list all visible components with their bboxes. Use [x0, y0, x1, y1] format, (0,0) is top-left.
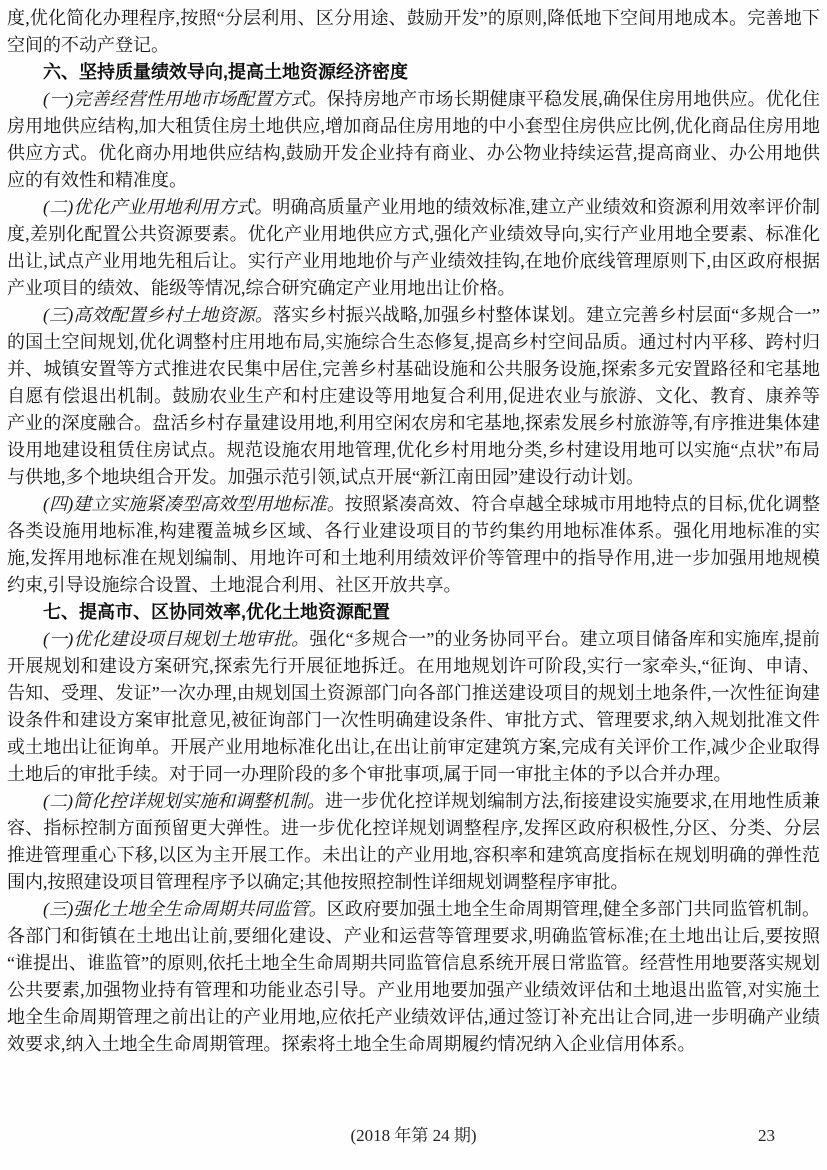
- paragraph-6-3: [7, 302, 820, 491]
- paragraph-6-2: [7, 194, 820, 302]
- paragraph-continuation: 度,优化简化办理程序,按照“分层利用、区分用途、鼓励开发”的原则,降低地下空间用地成本。完善地下空间的不动产登记。: [7, 8, 820, 55]
- journal-issue: (2018 年第 24 期): [350, 1126, 477, 1145]
- paragraph-lead: (二)优化产业用地利用方式。: [43, 197, 273, 217]
- paragraph-lead: (一)优化建设项目规划土地审批。: [43, 629, 310, 649]
- paragraph-lead: (一)完善经营性用地市场配置方式。: [43, 89, 327, 109]
- paragraph-body: 明确高质量产业用地的绩效标准,建立产业绩效和资源利用效率评价制度,差别化配置公共资源要素。优化产业用地供应方式,强化产业绩效导向,实行产业用地全要素、标准化出让,试点产业用地先租后让。实行产业用地地价与产业绩效挂钩,在地价底线管理原则下,由区政府根据产业项目的绩效、能级等情况,综合研究确定产业用地出让价格。: [7, 197, 820, 298]
- paragraph-lead: (三)高效配置乡村土地资源。: [43, 305, 274, 325]
- paragraph-7-2: [7, 788, 820, 896]
- paragraph-body: 落实乡村振兴战略,加强乡村整体谋划。建立完善乡村层面“多规合一”的国土空间规划,优化调整村庄用地布局,实施综合生态修复,提高乡村空间品质。通过村内平移、跨村归并、城镇安置等方式推进农民集中居住,完善乡村基础设施和公共服务设施,探索多元安置路径和宅基地自愿有偿退出机制。鼓励农业生产和村庄建设等用地复合利用,促进农业与旅游、文化、教育、康养等产业的深度融合。盘活乡村存量建设用地,利用空闲农房和宅基地,探索发展乡村旅游等,有序推进集体建设用地建设租赁住房试点。规范设施农用地管理,优化乡村用地分类,乡村建设用地可以实施“点状”布局与供地,多个地块组合开发。加强示范引领,试点开展“新江南田园”建设行动计划。: [7, 305, 820, 487]
- paragraph-7-1: [7, 626, 820, 788]
- paragraph-body: 进一步优化控详规划编制方法,衔接建设实施要求,在用地性质兼容、指标控制方面预留更大弹性。进一步优化控详规划调整程序,发挥区政府积极性,分区、分类、分层推进管理重心下移,以区为主开展工作。未出让的产业用地,容积率和建筑高度指标在规划明确的弹性范围内,按照建设项目管理程序予以确定;其他按照控制性详细规划调整程序审批。: [7, 791, 820, 892]
- paragraph-body: 保持房地产市场长期健康平稳发展,确保住房用地供应。优化住房用地供应结构,加大租赁住房土地供应,增加商品住房用地的中小套型住房供应比例,优化商品住房用地供应方式。优化商办用地供应结构,鼓励开发企业持有商业、办公物业持续运营,提高商业、办公用地供应的有效性和精准度。: [7, 89, 820, 190]
- page-footer: [0, 1122, 827, 1149]
- paragraph-lead: (三)强化土地全生命周期共同监管。: [43, 899, 327, 919]
- paragraph-body: 强化“多规合一”的业务协同平台。建立项目储备库和实施库,提前开展规划和建设方案研究,探索先行开展征地拆迁。在用地规划许可阶段,实行一家牵头,“征询、申请、告知、受理、发证”一次办理,由规划国土资源部门向各部门推送建设项目的规划土地条件,一次性征询建设条件和建设方案审批意见,被征询部门一次性明确建设条件、审批方式、管理要求,纳入规划批准文件或土地出让征询单。开展产业用地标准化出让,在出让前审定建筑方案,完成有关评价工作,减少企业取得土地后的审批手续。对于同一办理阶段的多个审批事项,属于同一审批主体的予以合并办理。: [7, 629, 820, 784]
- section-heading-6: 六、坚持质量绩效导向,提高土地资源经济密度: [43, 62, 408, 82]
- paragraph-7-3: [7, 896, 820, 1058]
- paragraph-body: 区政府要加强土地全生命周期管理,健全多部门共同监管机制。各部门和街镇在土地出让前,要细化建设、产业和运营等管理要求,明确监管标准;在土地出让后,要按照“谁提出、谁监管”的原则,依托土地全生命周期共同监管信息系统开展日常监管。经营性用地要落实规划公共要素,加强物业持有管理和功能业态引导。产业用地要加强产业绩效评估和土地退出监管,对实施土地全生命周期管理之前出让的产业用地,应依托产业绩效评估,通过签订补充出让合同,进一步明确产业绩效要求,纳入土地全生命周期管理。探索将土地全生命周期履约情况纳入企业信用体系。: [7, 899, 820, 1054]
- paragraph-lead: (二)简化控详规划实施和调整机制。: [43, 791, 325, 811]
- page-number: 23: [758, 1126, 775, 1145]
- paragraph-6-4: [7, 491, 820, 599]
- paragraph-6-1: [7, 86, 820, 194]
- paragraph-body: 按照紧凑高效、符合卓越全球城市用地特点的目标,优化调整各类设施用地标准,构建覆盖城乡区域、各行业建设项目的节约集约用地标准体系。强化用地标准的实施,发挥用地标准在规划编制、用地许可和土地利用绩效评价等管理中的指导作用,进一步加强用地规模约束,引导设施综合设置、土地混合利用、社区开放共享。: [7, 494, 820, 595]
- paragraph-lead: (四)建立实施紧凑型高效型用地标准。: [43, 494, 345, 514]
- section-heading-7: 七、提高市、区协同效率,优化土地资源配置: [43, 602, 390, 622]
